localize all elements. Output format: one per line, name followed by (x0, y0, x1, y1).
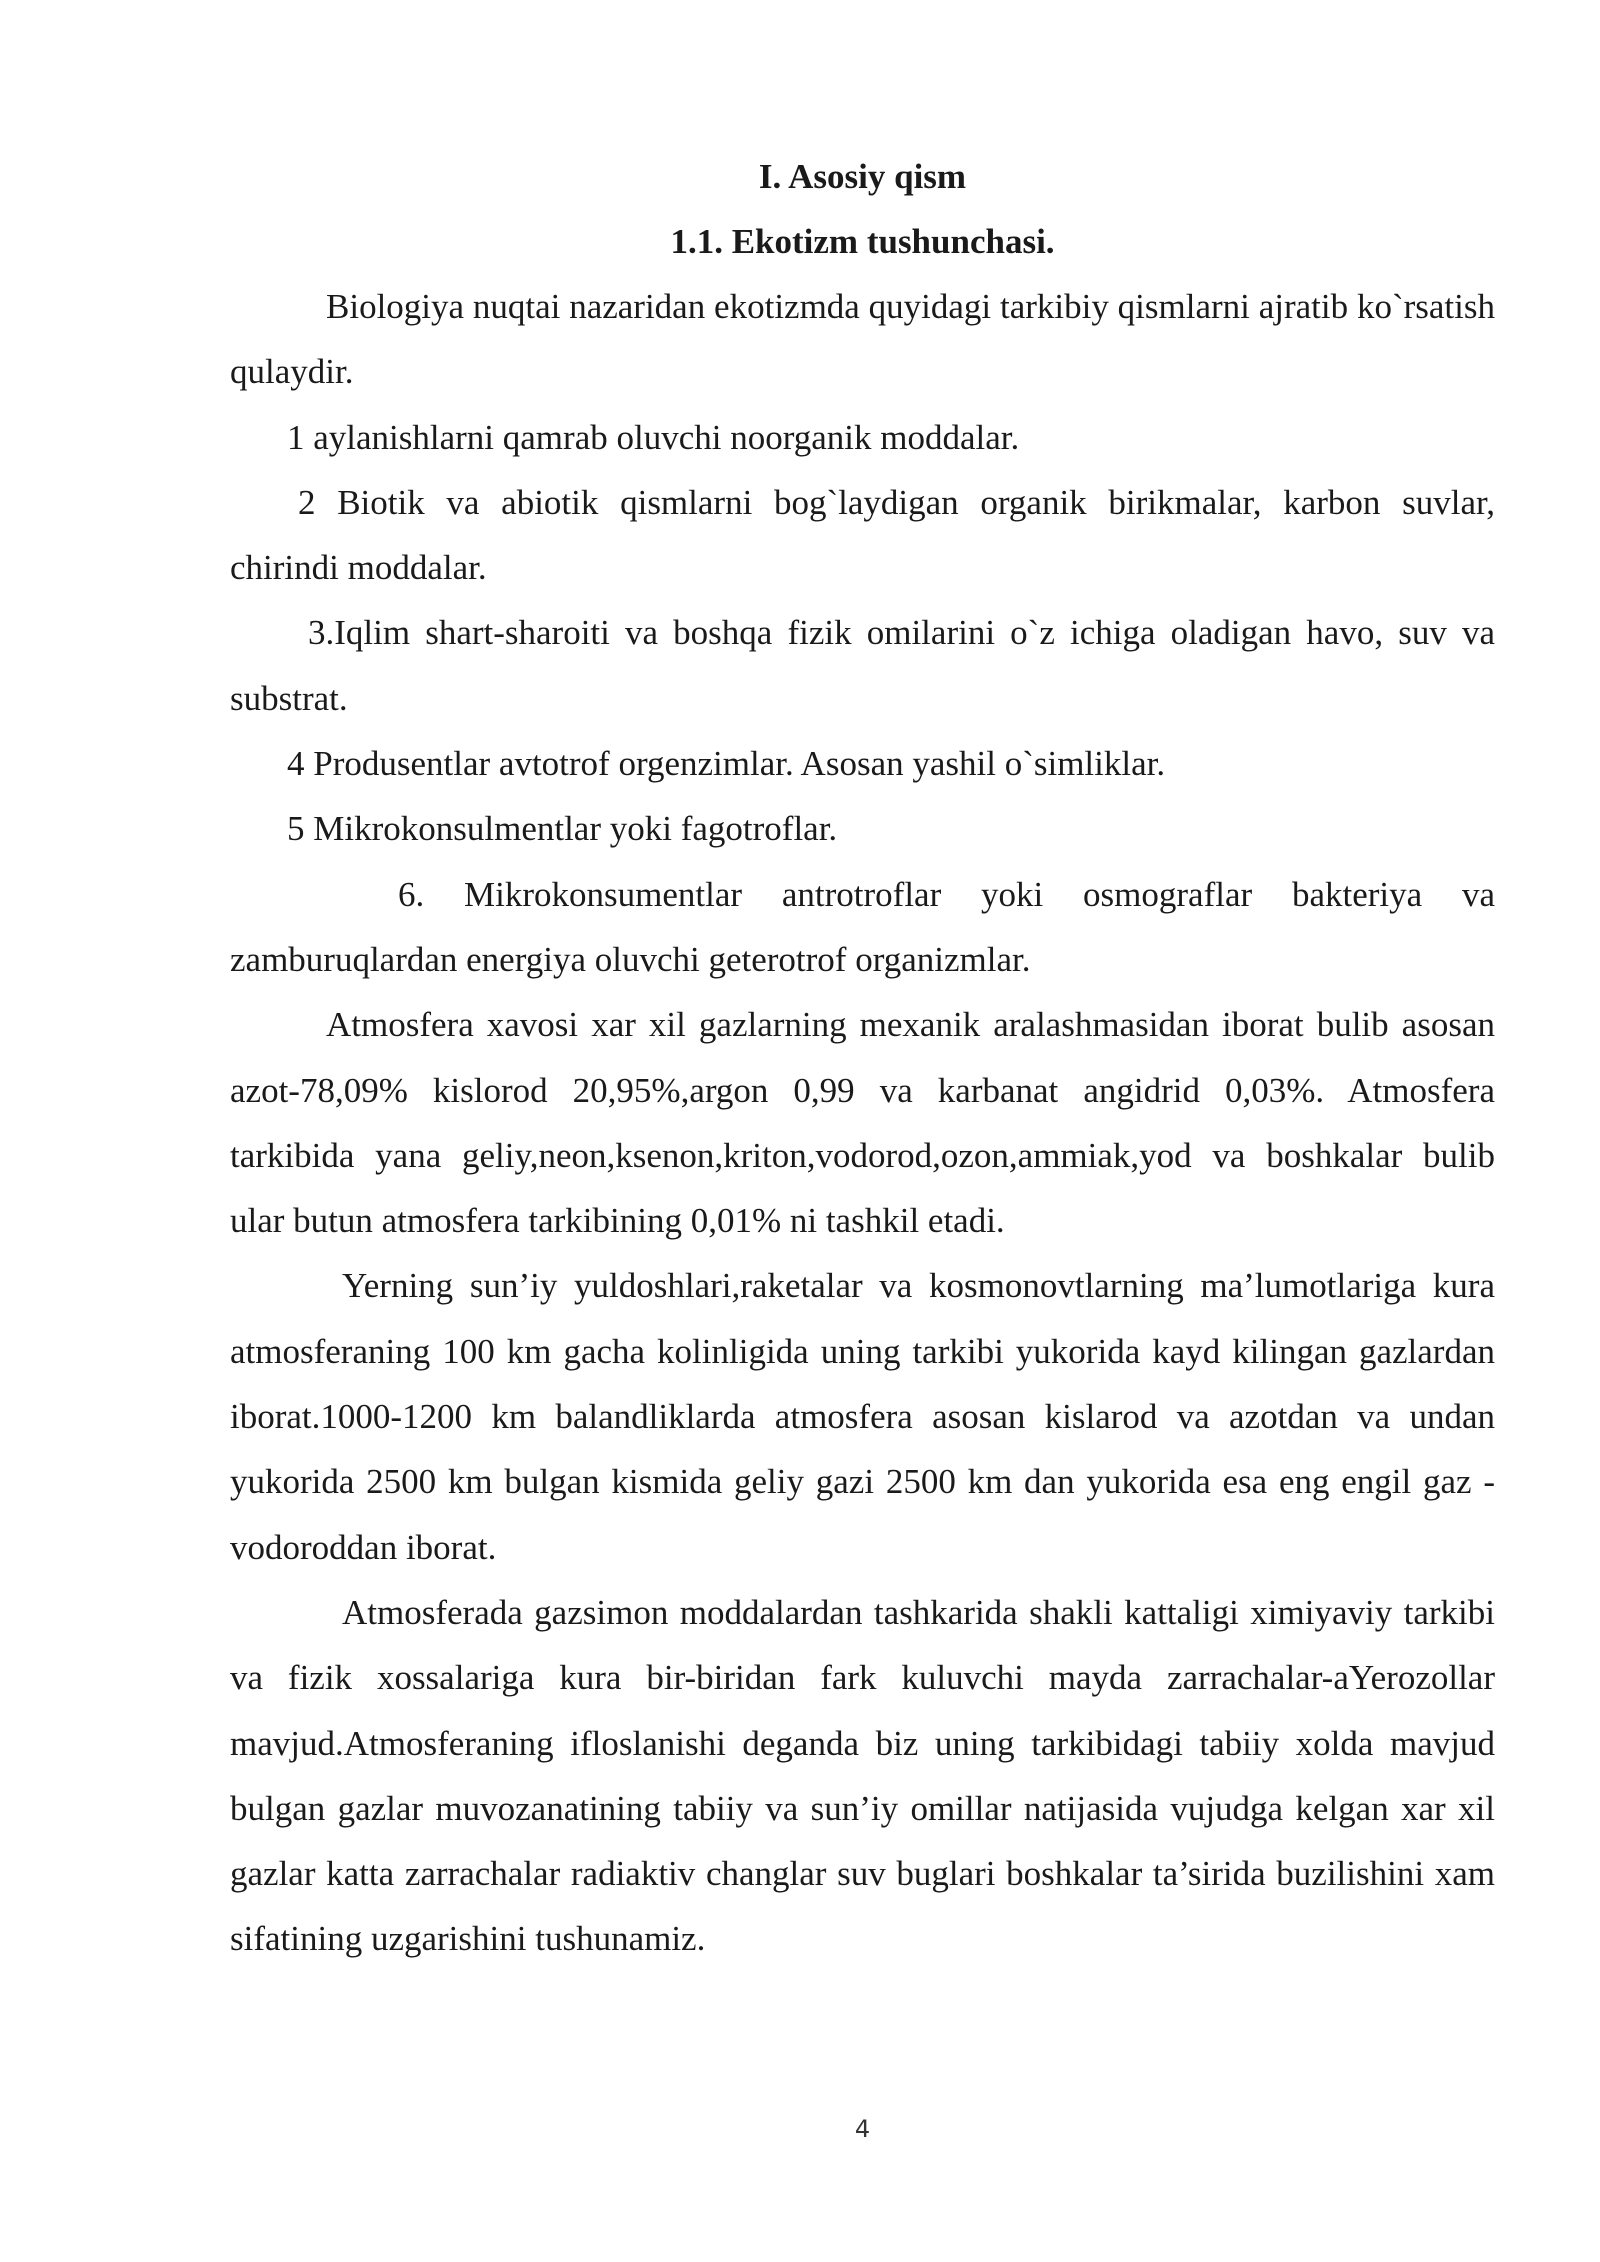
list-item-1: 1 aylanishlarni qamrab oluvchi noorganik moddalar. (287, 417, 1020, 457)
list-item-4: 4 Produsentlar avtotrof orgenzimlar. Asosan yashil o`simliklar. (287, 744, 1166, 784)
list-item-3: 3.Iqlim shart-sharoiti va boshqa fizik omilarini o`z ichiga oladigan havo, suv va substrat. (230, 613, 1495, 718)
subsection-title: 1.1. Ekotizm tushunchasi. (670, 222, 1055, 261)
page-number: 4 (854, 2115, 871, 2143)
paragraph-atmosphere-layers: Yerning sun’iy yuldoshlari,raketalar va kosmonovtlarning ma’lumotlariga kura atmosferaning 100 km gacha kolinligida uning tarkibi yukorida kayd kilingan gazlardan iborat.1000-1200 km balandliklarda atmosfera asosan kislarod va azotdan va undan yukorida 2500 km bulgan kismida geliy gazi 2500 km dan yukorida esa eng engil gaz -vodoroddan iborat. (230, 1266, 1495, 1567)
paragraph-intro: Biologiya nuqtai nazaridan ekotizmda quyidagi tarkibiy qismlarni ajratib ko`rsatish qulaydir. (230, 287, 1495, 392)
section-title: I. Asosiy qism (758, 157, 967, 196)
paragraph-aerosols-pollution: Atmosferada gazsimon moddalardan tashkarida shakli kattaligi ximiyaviy tarkibi va fizik xossalariga kura bir-biridan fark kuluvchi mayda zarrachalar-aYerozollar mavjud.Atmosferaning ifloslanishi deganda biz uning tarkibidagi tabiiy xolda mavjud bulgan gazlar muvozanatining tabiiy va sun’iy omillar natijasida vujudga kelgan xar xil gazlar katta zarrachalar radiaktiv changlar suv buglari boshkalar ta’sirida buzilishini xam sifatining uzgarishini tushunamiz. (230, 1592, 1495, 1959)
paragraph-atmosphere-composition: Atmosfera xavosi xar xil gazlarning mexanik aralashmasidan iborat bulib asosan azot-78,09% kislorod 20,95%,argon 0,99 va karbanat angidrid 0,03%. Atmosfera tarkibida yana geliy,neon,ksenon,kriton,vodorod,ozon,ammiak,yod va boshkalar bulib ular butun atmosfera tarkibining 0,01% ni tashkil etadi. (230, 1005, 1495, 1241)
list-item-5: 5 Mikrokonsulmentlar yoki fagotroflar. (287, 809, 838, 849)
list-item-6: 6. Mikrokonsumentlar antrotroflar yoki osmograflar bakteriya va zamburuqlardan energiya oluvchi geterotrof organizmlar. (230, 874, 1495, 979)
list-item-2: 2 Biotik va abiotik qismlarni bog`laydigan organik birikmalar, karbon suvlar, chirindi moddalar. (230, 482, 1495, 588)
document-body (230, 274, 1495, 1972)
